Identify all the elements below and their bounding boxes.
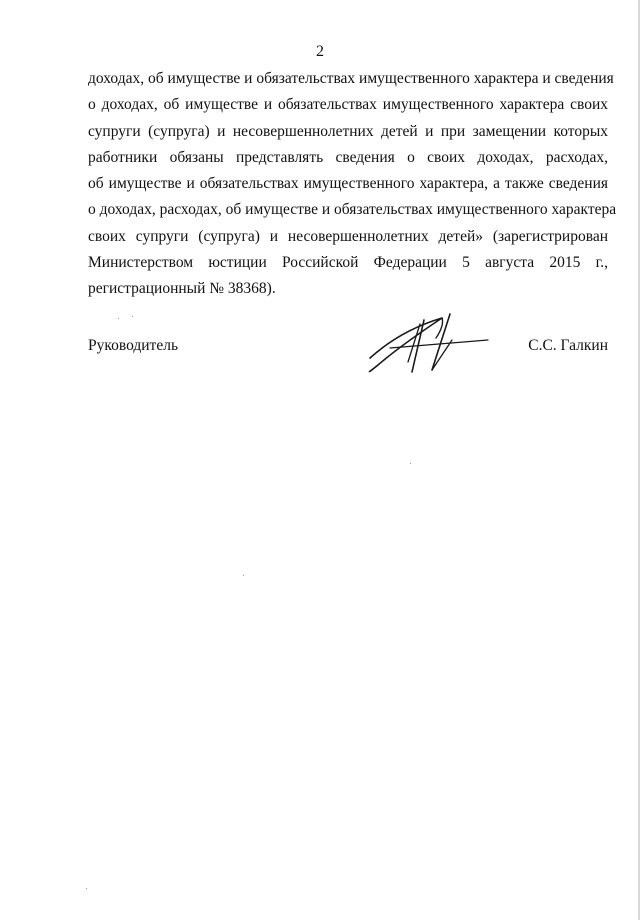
text-line: работники обязаны представлять сведения о своих доходах, расходах, <box>88 148 608 166</box>
text-line: своих супруги (супруга) и несовершеннолетних детей» (зарегистрирован <box>88 227 608 245</box>
body-paragraph <box>88 66 617 303</box>
signer-name: С.С. Галкин <box>528 337 608 354</box>
handwritten-signature <box>360 310 490 380</box>
text-line: о доходах, об имуществе и обязательствах имущественного характера своих <box>88 96 608 114</box>
page-number: 2 <box>316 43 324 60</box>
signature-block <box>88 330 608 400</box>
scan-speck <box>132 316 133 317</box>
text-line: доходах, об имуществе и обязательствах имущественного характера и сведения <box>88 70 614 87</box>
text-line: о доходах, расходах, об имуществе и обязательствах имущественного характера <box>88 201 617 219</box>
text-line: об имуществе и обязательствах имущественного характера, а также сведения <box>88 175 608 193</box>
text-line: регистрационный № 38368). <box>88 280 276 298</box>
text-line: Министерством юстиции Российской Федерации 5 августа 2015 г., <box>88 254 608 272</box>
scan-speck <box>243 575 244 576</box>
scan-speck <box>410 463 411 464</box>
signer-position: Руководитель <box>88 337 179 354</box>
scan-speck <box>86 888 87 889</box>
text-line: супруги (супруга) и несовершеннолетних детей и при замещении которых <box>88 122 608 140</box>
scan-speck <box>118 318 119 319</box>
